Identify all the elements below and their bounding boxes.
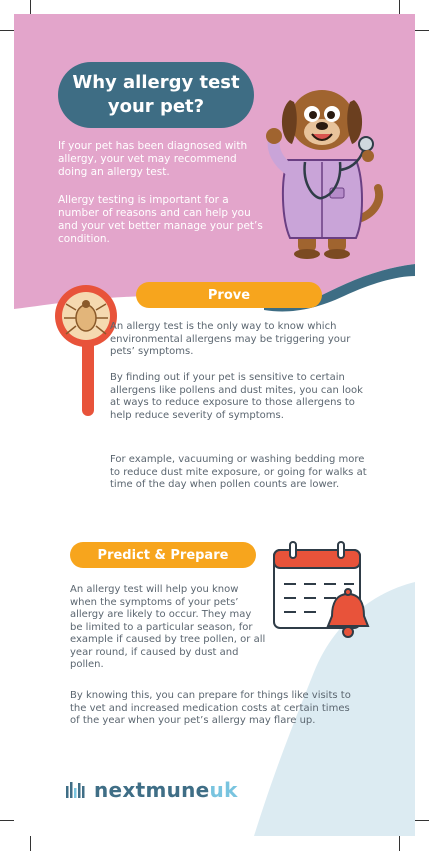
- section-label-prove: Prove: [136, 282, 322, 308]
- prove-paragraph-2: By finding out if your pet is sensitive to certain allergens like pollens and dust mites, you can look at ways to reduce exposure to those allergens to help reduce severity of symptoms.: [110, 372, 363, 421]
- predict-paragraph-1: An allergy test will help you know when the symptoms of your pets’ allergy are likely to occur. They may be limited to a particular season, for example if caused by tree pollen, or all year round, if caused by dust and pollen.: [70, 584, 266, 670]
- crop-mark: [399, 0, 400, 14]
- prove-paragraph-1: An allergy test is the only way to know which environmental allergens may be triggering your pets’ symptoms.: [110, 321, 351, 357]
- crop-mark: [399, 836, 400, 851]
- nextmune-logo: [66, 778, 238, 802]
- crop-mark: [0, 820, 14, 821]
- prove-paragraph-3: For example, vacuuming or washing bedding more to reduce dust mite exposure, or going for walks at time of the day when pollen counts are lower.: [110, 454, 367, 490]
- logo-main: nextmune: [94, 778, 210, 802]
- crop-mark: [30, 836, 31, 851]
- intro-paragraph-2: Allergy testing is important for a number of reasons and can help you and your vet better manage your pet’s condition.: [58, 194, 263, 245]
- logo-wordmark: [94, 778, 238, 802]
- leaflet-panel: [14, 14, 415, 836]
- nextmune-logo-icon: [66, 780, 88, 800]
- crop-mark: [0, 30, 14, 31]
- calendar-bell-icon: [270, 540, 380, 640]
- crop-mark: [415, 30, 429, 31]
- page-title: [58, 62, 254, 128]
- predict-paragraph-2: By knowing this, you can prepare for things like visits to the vet and increased medication costs at certain times of the year when your pet’s allergy may flare up.: [70, 690, 351, 726]
- dog-vet-illustration: [260, 70, 390, 260]
- logo-suffix: uk: [209, 778, 238, 802]
- intro-paragraph-1: If your pet has been diagnosed with allergy, your vet may recommend doing an allergy test.: [58, 140, 248, 178]
- title-line-1: Why allergy test: [72, 72, 240, 93]
- title-line-2: your pet?: [107, 96, 205, 117]
- crop-mark: [30, 0, 31, 14]
- crop-mark: [415, 820, 429, 821]
- section-label-predict: Predict & Prepare: [70, 542, 256, 568]
